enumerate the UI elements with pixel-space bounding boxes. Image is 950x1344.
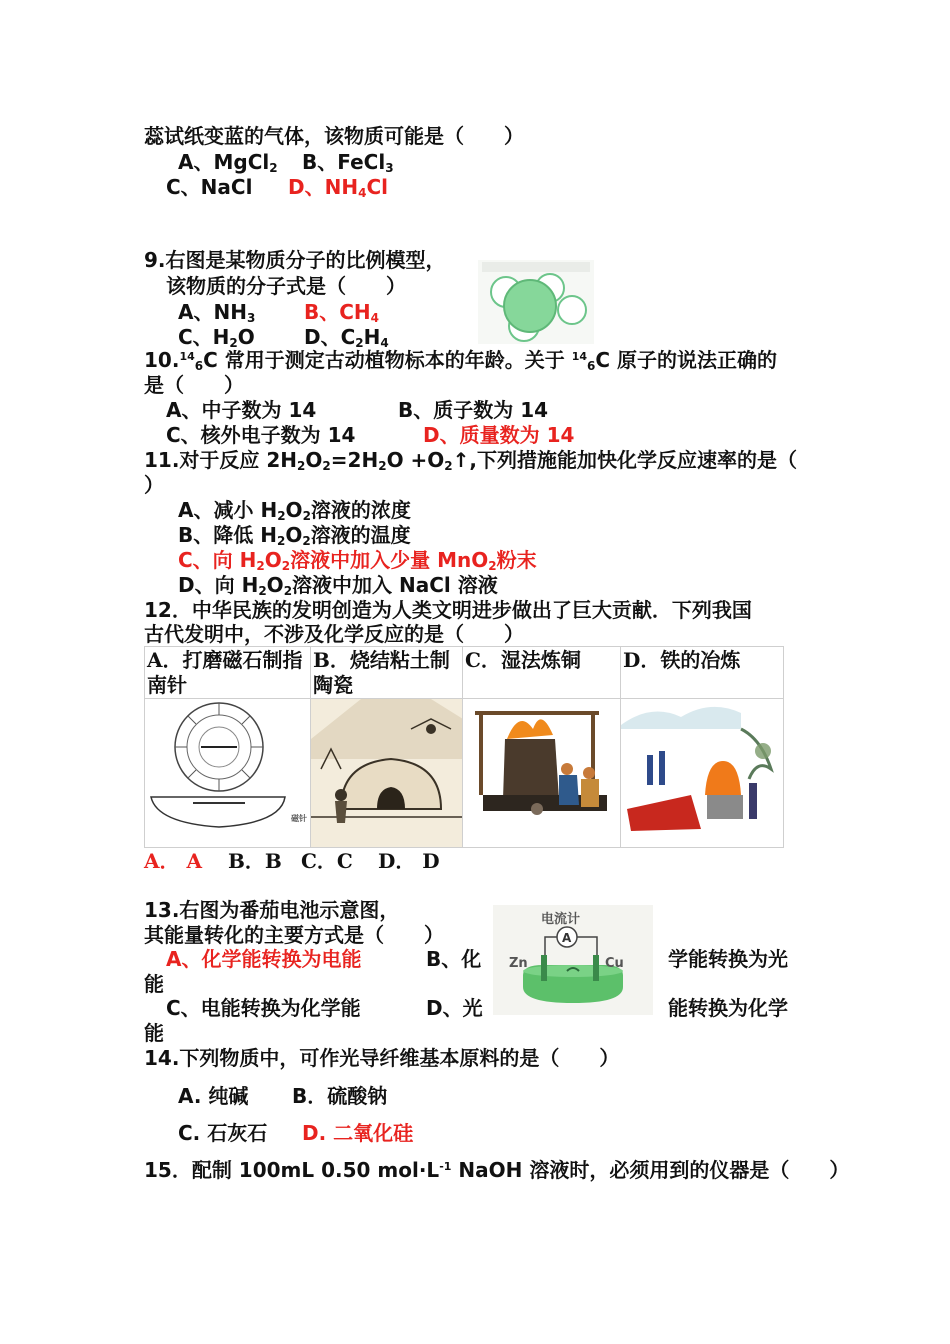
q14-option-d-answer: D. 二氧化硅 [302, 1121, 414, 1145]
q15-stem: 15．配制 100mL 0.50 $mol\cdot L^{-1}$ NaOH 溶液时，必须用到的仪器是（ ） [144, 1158, 850, 1182]
q14-option-c: C. 石灰石 [178, 1121, 268, 1145]
q10-stem-line2: 是（ ） [144, 373, 244, 397]
ammeter-symbol: A [562, 931, 572, 945]
carbon-atom [504, 280, 556, 332]
q10-option-d-answer: D、质量数为 14 [423, 423, 575, 447]
q8-option-a: A、MgCl$_2$ [178, 150, 278, 175]
q13-option-c: C、电能转换为化学能 [166, 996, 361, 1020]
q10-option-a: A、中子数为 14 [166, 398, 317, 422]
q11-option-a: A、减小 $H_2O_2$溶液的浓度 [178, 498, 411, 523]
q10-stem-line1: $10.14_6C$ 常用于测定古动植物标本的年龄。关于 $^{14}_6$C 原子的说法正确的 [144, 348, 778, 373]
q13-stem-line1: 13.右图为番茄电池示意图， [144, 898, 400, 922]
q13-stem-line2: 其能量转化的主要方式是（ ） [144, 923, 444, 947]
q8-stem: 蕊试纸变蓝的气体，该物质可能是（ ） [144, 124, 524, 148]
q13-option-d: D、光 [426, 996, 483, 1020]
ammeter-label: 电流计 [541, 912, 581, 927]
q11-option-d: D、向 $H_2O_2$溶液中加入 NaCl 溶液 [178, 573, 498, 598]
q13-option-b-continued: 学能转换为光 [668, 947, 788, 971]
table-cell-d: D．铁的冶炼 [621, 647, 783, 699]
q12-option-d: D． D [378, 849, 440, 873]
table-cell-a: A．打磨磁石制指南针 [145, 647, 311, 699]
q12-option-c: C．C [301, 849, 353, 873]
q10-option-c: C、核外电子数为 14 [166, 423, 356, 447]
q12-option-b: B．B [228, 849, 282, 873]
q9-option-c: C、$H_2O$ [178, 325, 255, 350]
hydrogen-atom-right [558, 296, 586, 324]
q11-stem-line1: 11.对于反应 $2H_2O_2=2H_2O$ $+O_2↑$,下列措施能加快化学反应速率的是（ [144, 448, 798, 473]
q9-option-d: D、$C_2H_4$ [304, 325, 389, 350]
pottery-kiln-illustration [311, 699, 463, 847]
q12-stem-line2: 古代发明中，不涉及化学反应的是（ ） [144, 622, 524, 646]
q11-stem-line2: ） [144, 473, 164, 497]
q14-option-a: A. 纯碱 [178, 1084, 249, 1108]
q9-option-b-answer: B、$CH_4$ [304, 300, 380, 325]
q13-option-d-end: 能 [144, 1021, 164, 1045]
q10-option-b: B、质子数为 14 [398, 398, 549, 422]
iron-smelting-illustration [621, 699, 783, 847]
methane-ball-model-figure [478, 260, 594, 344]
tomato-battery-figure [493, 905, 653, 1015]
q12-option-a-answer: A． A [144, 849, 202, 873]
q13-option-d-continued: 能转换为化学 [668, 996, 788, 1020]
q13-option-b: B、化 [426, 947, 482, 971]
svg-text:磁针: 磁针 [291, 814, 307, 823]
q14-stem: 14.下列物质中，可作光导纤维基本原料的是（ ） [144, 1046, 620, 1070]
q11-option-b: B、降低 $H_2O_2$溶液的温度 [178, 523, 411, 548]
table-cell-c: C．湿法炼铜 [463, 647, 621, 699]
q8-option-d-answer: D、$NH_4Cl$ [288, 175, 388, 200]
q11-option-c-answer: C、向 $H_2O_2$溶液中加入少量 MnO$_2$粉末 [178, 548, 537, 573]
q13-option-a-answer: A、化学能转换为电能 [166, 947, 362, 971]
q9-stem-line2: 该物质的分子式是（ ） [166, 274, 406, 298]
zinc-electrode-label: Zn [509, 956, 528, 971]
q8-option-b: B、FeCl$_3$ [302, 150, 394, 175]
q12-stem-line1: 12．中华民族的发明创造为人类文明进步做出了巨大贡献．下列我国 [144, 598, 752, 622]
wet-copper-smelting-illustration [463, 699, 621, 847]
q13-option-b-end: 能 [144, 972, 164, 996]
q8-option-c: C、NaCl [166, 175, 253, 199]
copper-electrode-label: Cu [605, 956, 624, 971]
q9-stem-line1: 9.右图是某物质分子的比例模型， [144, 248, 446, 272]
compass-illustration [145, 699, 311, 847]
q12-inventions-table [144, 646, 784, 848]
q14-option-b: B．硫酸钠 [292, 1084, 388, 1108]
table-cell-b: B．烧结粘土制陶瓷 [311, 647, 463, 699]
q9-option-a: A、$NH_3$ [178, 300, 256, 325]
